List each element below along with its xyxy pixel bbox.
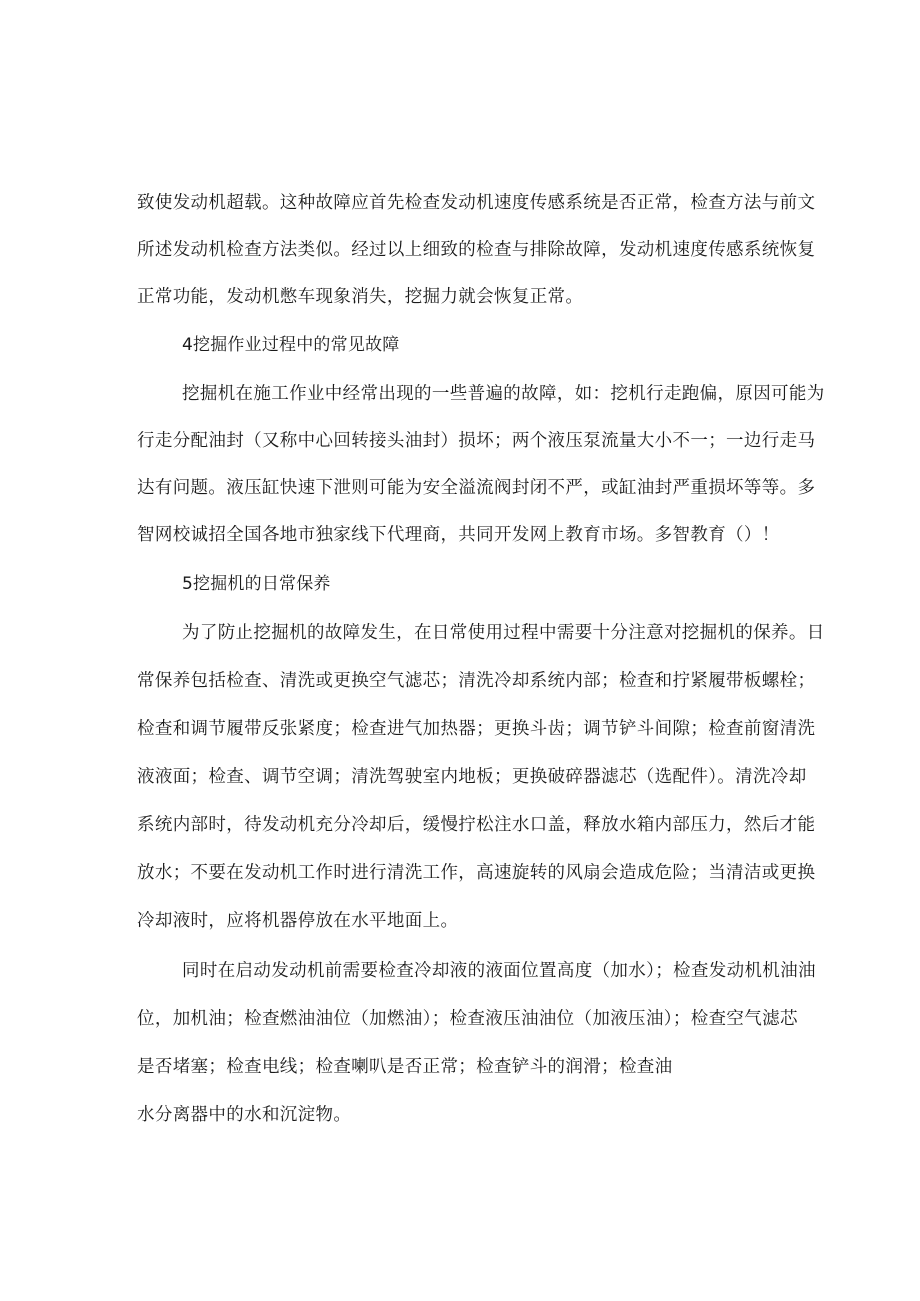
text-line: 致使发动机超载。这种故障应首先检查发动机速度传感系统是否正常，检查方法与前文 [137, 193, 816, 213]
section-heading: 5挖掘机的日常保养 [182, 574, 331, 594]
text-line: 智网校诚招全国各地市独家线下代理商，共同开发网上教育市场。多智教育（）！ [137, 525, 780, 545]
text-line: 常保养包括检查、清洗或更换空气滤芯；清洗冷却系统内部；检查和拧紧履带板螺栓； [137, 671, 816, 691]
text-line: 是否堵塞；检查电线；检查喇叭是否正常；检查铲斗的润滑；检查油 [137, 1057, 673, 1077]
text-line: 所述发动机检查方法类似。经过以上细致的检查与排除故障，发动机速度传感系统恢复 [137, 240, 816, 260]
text-line: 检查和调节履带反张紧度；检查进气加热器；更换斗齿；调节铲斗间隙；检查前窗清洗 [137, 719, 816, 739]
text-line: 液液面；检查、调节空调；清洗驾驶室内地板；更换破碎器滤芯（选配件）。清洗冷却 [137, 767, 807, 787]
text-line: 达有问题。液压缸快速下泄则可能为安全溢流阀封闭不严，或缸油封严重损坏等等。多 [137, 478, 816, 498]
text-line: 正常功能，发动机憋车现象消失，挖掘力就会恢复正常。 [137, 287, 584, 307]
text-line: 行走分配油封（又称中心回转接头油封）损坏；两个液压泵流量大小不一；一边行走马 [137, 431, 816, 451]
text-line: 同时在启动发动机前需要检查冷却液的液面位置高度（加水）；检查发动机机油油 [182, 961, 816, 981]
text-line: 系统内部时，待发动机充分冷却后，缓慢拧松注水口盖，释放水箱内部压力，然后才能 [137, 815, 816, 835]
text-line: 冷却液时，应将机器停放在水平地面上。 [137, 911, 459, 931]
text-line: 位，加机油；检查燃油油位（加燃油）；检查液压油油位（加液压油）；检查空气滤芯 [137, 1009, 798, 1029]
text-line: 放水；不要在发动机工作时进行清洗工作，高速旋转的风扇会造成危险；当清洁或更换 [137, 863, 816, 883]
text-line: 水分离器中的水和沉淀物。 [137, 1105, 352, 1125]
text-line: 为了防止挖掘机的故障发生，在日常使用过程中需要十分注意对挖掘机的保养。日 [182, 623, 825, 643]
text-line: 挖掘机在施工作业中经常出现的一些普遍的故障，如：挖机行走跑偏，原因可能为 [182, 384, 825, 404]
section-heading: 4挖掘作业过程中的常见故障 [182, 335, 400, 355]
